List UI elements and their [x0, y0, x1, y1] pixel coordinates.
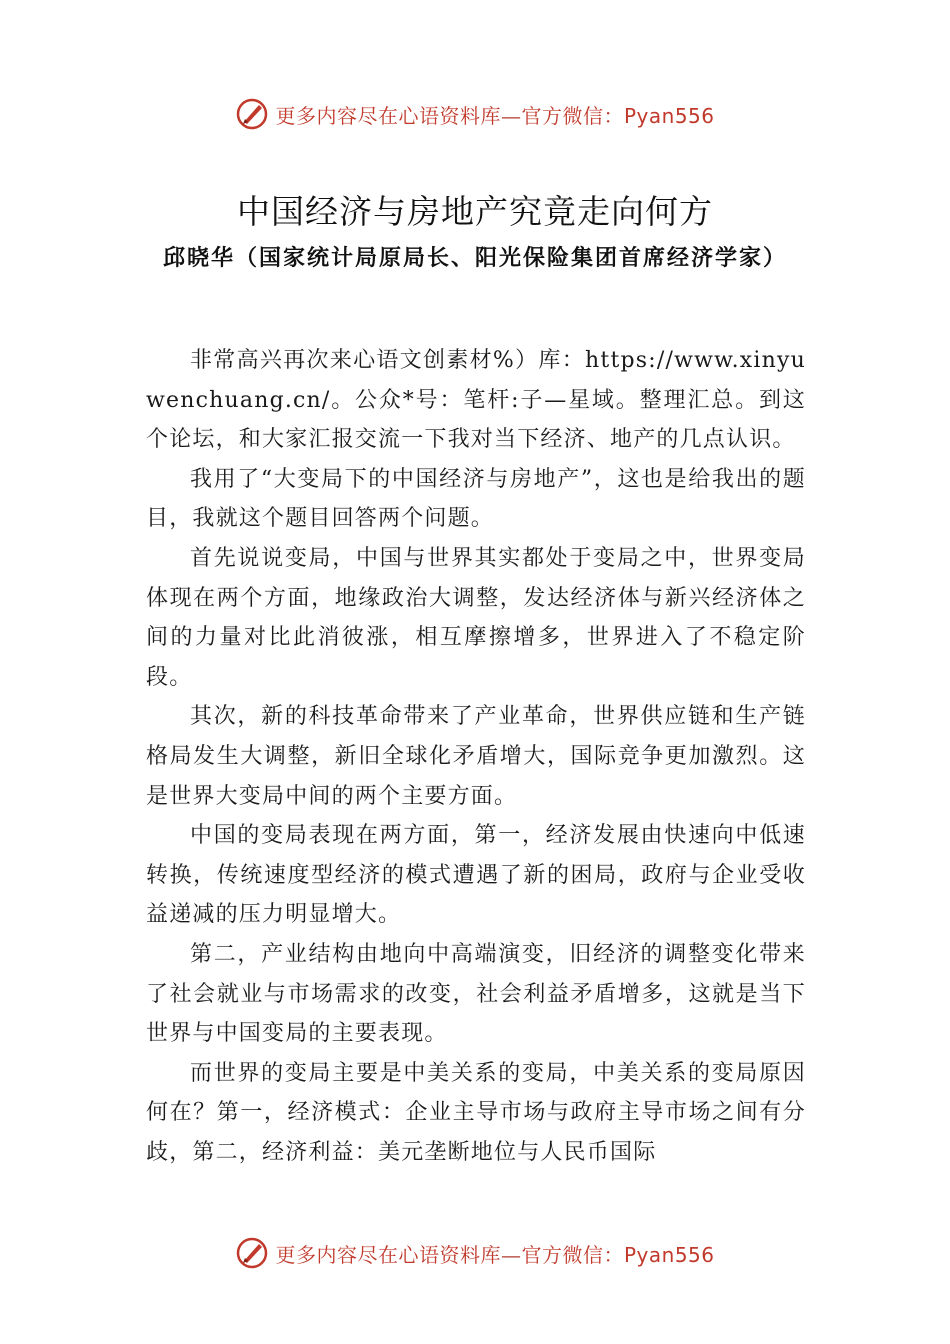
pen-seal-logo-icon: [235, 1236, 269, 1270]
document-body: [146, 341, 806, 1172]
watermark-wechat-label: 官方微信：: [521, 103, 624, 128]
watermark-text: [275, 1239, 714, 1268]
paragraph: 而世界的变局主要是中美关系的变局，中美关系的变局原因何在？第一，经济模式：企业主导市场与政府主导市场之间有分歧，第二，经济利益：美元垄断地位与人民币国际: [146, 1060, 806, 1165]
document-author: 邱晓华（国家统计局原局长、阳光保险集团首席经济学家）: [162, 245, 787, 271]
watermark-wechat-id: Pyan556: [623, 103, 715, 128]
pen-seal-logo-icon: [235, 97, 269, 131]
watermark-header: [0, 94, 950, 134]
document-title: 中国经济与房地产究竟走向何方: [237, 192, 713, 231]
paragraph: 中国的变局表现在两方面，第一，经济发展由快速向中低速转换，传统速度型经济的模式遭遇了新的困局，政府与企业受收益递减的压力明显增大。: [146, 823, 806, 928]
watermark-separator: —: [500, 1242, 522, 1267]
watermark-separator: —: [500, 103, 522, 128]
paragraph: 非常高兴再次来心语文创素材%）库：https://www.xinyuwenchuang.cn/。公众*号：笔杆:子—星域。整理汇总。到这个论坛，和大家汇报交流一下我对当下经济、地产的几点认识。: [146, 348, 806, 453]
watermark-text: [275, 100, 714, 129]
watermark-footer: [0, 1233, 950, 1273]
paragraph: 首先说说变局，中国与世界其实都处于变局之中，世界变局体现在两个方面，地缘政治大调整，发达经济体与新兴经济体之间的力量对比此消彼涨，相互摩擦增多，世界进入了不稳定阶段。: [146, 545, 806, 690]
paragraph: 我用了“大变局下的中国经济与房地产”，这也是给我出的题目，我就这个题目回答两个问题。: [146, 466, 806, 532]
watermark-wechat-id: Pyan556: [623, 1242, 715, 1267]
paragraph: 第二，产业结构由地向中高端演变，旧经济的调整变化带来了社会就业与市场需求的改变，社会利益矛盾增多，这就是当下世界与中国变局的主要表现。: [146, 941, 806, 1047]
watermark-wechat-label: 官方微信：: [521, 1242, 624, 1267]
paragraph: 其次，新的科技革命带来了产业革命，世界供应链和生产链格局发生大调整，新旧全球化矛盾增大，国际竞争更加激烈。这是世界大变局中间的两个主要方面。: [146, 704, 806, 809]
watermark-main-text: 更多内容尽在心语资料库: [275, 1242, 501, 1267]
watermark-main-text: 更多内容尽在心语资料库: [275, 103, 501, 128]
